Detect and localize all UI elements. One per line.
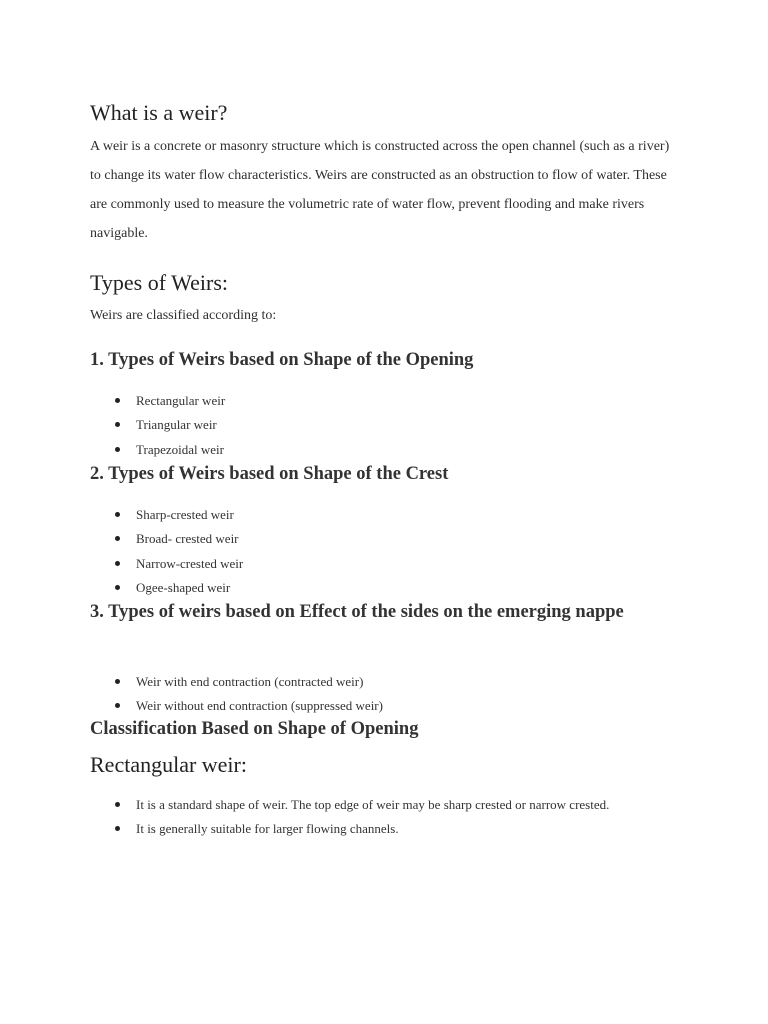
list-item: It is a standard shape of weir. The top edge of weir may be sharp crested or narrow crested.: [90, 795, 609, 819]
heading-rectangular-weir: Rectangular weir:: [90, 752, 247, 777]
list-item: Weir with end contraction (contracted weir): [90, 672, 383, 696]
heading-effect-of-sides: 3. Types of weirs based on Effect of the sides on the emerging nappe: [90, 602, 624, 622]
types-intro-text: Weirs are classified according to:: [90, 308, 277, 323]
heading-what-is-weir: What is a weir?: [90, 100, 228, 125]
heading-types-of-weirs: Types of Weirs:: [90, 270, 229, 295]
list-item: Triangular weir: [90, 415, 225, 439]
list-effect-of-sides: [90, 672, 383, 721]
list-shape-of-crest: [90, 505, 243, 602]
list-item: Broad- crested weir: [90, 529, 243, 553]
list-rectangular-weir: [90, 795, 609, 844]
paragraph-weir-definition: A weir is a concrete or masonry structure which is constructed across the open channel (such as a river) to change its water flow characteristics. Weirs are constructed as an obstruction to flow of water. These are commonly used to measure the volumetric rate of water flow, prevent flooding and make rivers navigable.: [90, 139, 670, 241]
heading-classification-shape-opening: Classification Based on Shape of Opening: [90, 719, 419, 739]
list-item: It is generally suitable for larger flowing channels.: [90, 819, 609, 843]
list-item: Rectangular weir: [90, 391, 225, 415]
heading-shape-of-opening: 1. Types of Weirs based on Shape of the Opening: [90, 350, 474, 370]
list-item: Narrow-crested weir: [90, 554, 243, 578]
list-item: Trapezoidal weir: [90, 440, 225, 464]
heading-shape-of-crest: 2. Types of Weirs based on Shape of the Crest: [90, 464, 449, 484]
list-item: Sharp-crested weir: [90, 505, 243, 529]
list-shape-of-opening: [90, 391, 225, 464]
list-item: Weir without end contraction (suppressed weir): [90, 696, 383, 720]
list-item: Ogee-shaped weir: [90, 578, 243, 602]
